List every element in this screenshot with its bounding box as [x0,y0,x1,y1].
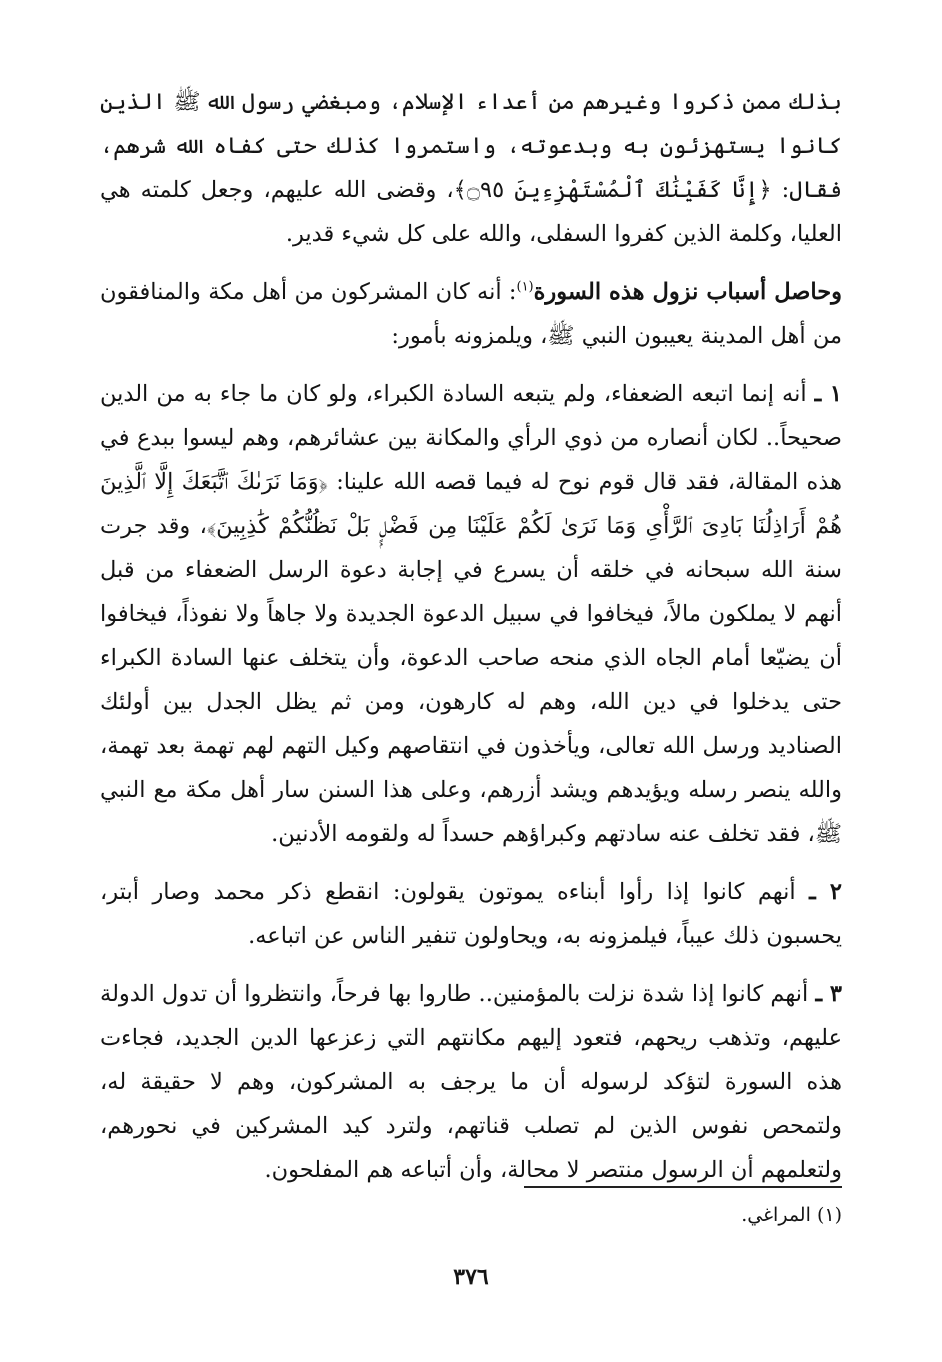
list-item-2-number: ٢ ـ [809,879,842,905]
paragraph-2-text: : أنه كان المشركون من أهل مكة والمنافقون من أهل المدينة يعيبون النبي ﷺ، ويلمزونه بأمور: [100,279,842,349]
list-item-3-number: ٣ ـ [815,981,842,1007]
list-item-3 [100,972,842,1192]
list-item-1 [100,372,842,856]
footnote-marker: (١) [816,1204,842,1226]
section-heading: وحاصل أسباب نزول هذه السورة [533,279,842,305]
list-item-1-number: ١ ـ [814,381,843,407]
footnote-divider [524,1186,842,1188]
list-item-3-text: أنهم كانوا إذا شدة نزلت بالمؤمنين.. طاروا بها فرحاً، وانتظروا أن تدول الدولة عليهم، وتذهب ريحهم، فتعود إليهم مكانتهم التي زعزعها الدين الجديد، فجاءت هذه السورة لتؤكد لرسوله أن ما يرجف به المشركون، وهم لا حقيقة له، ولتمحص نفوس الذين لم تصلب قناتهم، ولترد كيد المشركين في نحورهم، ولتعلمهم أن الرسول منتصر لا محالة، وأن أتباعه هم المفلحون. [100,981,842,1183]
footnote-reference[interactable]: (١) [516,279,534,295]
footnote [100,1200,842,1230]
page-body [100,80,842,1206]
paragraph-1 [100,80,842,256]
paragraph-1-text: بذلك ممن ذكروا وغيرهم من أعداء الإسلام، ومبغضي رسول الله ﷺ الذين كانوا يستهزئون به وبدعوته، واستمروا كذلك حتى كفاه الله شرهم، فقال: ﴿إِنَّا كَفَيْنَٰكَ ٱلْمُسْتَهْزِءِينَ ۝٩٥﴾، وقضى الله عليهم، وجعل كلمته هي العليا، وكلمة الذين كفروا السفلى، والله على كل شيء قدير. [100,89,842,247]
list-item-1-text: أنه إنما اتبعه الضعفاء، ولم يتبعه السادة الكبراء، ولو كان ما جاء به من الدين صحيحاً.. لكان أنصاره من ذوي الرأي والمكانة بين عشائرهم، وهم ليسوا ببدع في هذه المقالة، فقد قال قوم نوح له فيما قصه الله علينا: ﴿وَمَا نَرَىٰكَ ٱتَّبَعَكَ إِلَّا ٱلَّذِينَ هُمْ أَرَاذِلُنَا بَادِىَ ٱلرَّأْىِ وَمَا نَرَىٰ لَكُمْ عَلَيْنَا مِن فَضْلٍۭ بَلْ نَظُنُّكُمْ كَٰذِبِينَ﴾، وقد جرت سنة الله سبحانه في خلقه أن يسرع في إجابة دعوة الرسل الضعفاء من قبل أنهم لا يملكون مالاً، فيخافوا في سبيل الدعوة الجديدة ولا جاهاً ولا نفوذاً، فيخافوا أن يضيّعا أمام الجاه الذي منحه صاحب الدعوة، وأن يتخلف عنها السادة الكبراء حتى يدخلوا في دين الله، وهم له كارهون، ومن ثم يظل الجدل بين أولئك الصناديد ورسل الله تعالى، ويأخذون في انتقاصهم وكيل التهم لهم تهمة بعد تهمة، والله ينصر رسله ويؤيدهم ويشد أزرهم، وعلى هذا السنن سار أهل مكة مع النبي ﷺ، فقد تخلف عنه سادتهم وكبراؤهم حسداً له ولقومه الأدنين. [100,381,842,847]
paragraph-2 [100,270,842,358]
page-number: ٣٧٦ [453,1264,489,1290]
footnote-text: المراغي. [741,1204,811,1226]
list-item-2-text: أنهم كانوا إذا رأوا أبناءه يموتون يقولون: انقطع ذكر محمد وصار أبتر، يحسبون ذلك عيباً، فيلمزونه به، ويحاولون تنفير الناس عن اتباعه. [100,879,842,949]
list-item-2 [100,870,842,958]
